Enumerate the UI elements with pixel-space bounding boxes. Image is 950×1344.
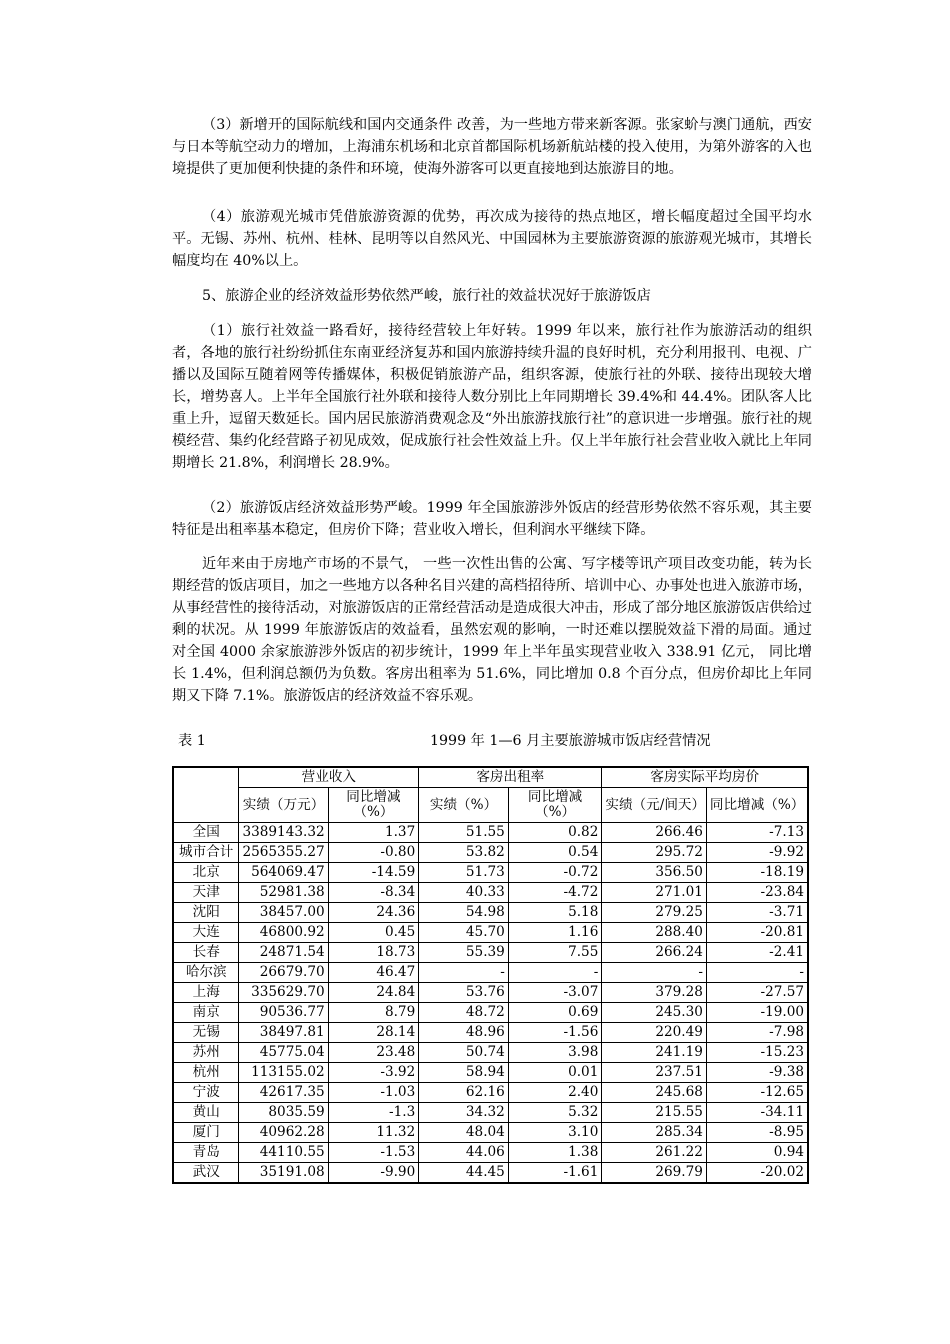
revenue-change-cell: -1.53 bbox=[328, 1143, 419, 1163]
table-row bbox=[173, 843, 808, 863]
rate-actual-cell: 215.55 bbox=[602, 1103, 707, 1123]
revenue-change-cell: -1.3 bbox=[328, 1103, 419, 1123]
table-row bbox=[173, 1063, 808, 1083]
occupancy-actual-cell: 54.98 bbox=[419, 903, 509, 923]
rate-actual-cell: 261.22 bbox=[602, 1143, 707, 1163]
table-caption bbox=[172, 730, 812, 752]
paragraph-travel-agencies: （1）旅行社效益一路看好，接待经营较上年好转。1999 年以来，旅行社作为旅游活动的组织者，各地的旅行社纷纷抓住东南亚经济复苏和国内旅游持续升温的良好时机，充分利用报刊、电视、广播以及国际互随着网等传播媒体，积极促销旅游产品，组织客源，使旅行社的外联、接待出现较大增长，增势喜人。上半年全国旅行社外联和接待人数分别比上年同期增长 39.4%和 44.4%。团队客人比重上升，逗留天数延长。国内居民旅游消费观念及“外出旅游找旅行社”的意识进一步增强。旅行社的规模经营、集约化经营路子初见成效，促成旅行社会性效益上升。仅上半年旅行社会营业收入就比上年同期增长 21.8%，利润增长 28.9%。 bbox=[172, 323, 812, 471]
revenue-change-cell: -1.03 bbox=[328, 1083, 419, 1103]
rate-change-cell: -8.95 bbox=[706, 1123, 808, 1143]
table-row bbox=[173, 963, 808, 983]
revenue-actual-cell: 26679.70 bbox=[239, 963, 328, 983]
rate-change-cell: -3.71 bbox=[706, 903, 808, 923]
revenue-actual-cell: 45775.04 bbox=[239, 1043, 328, 1063]
revenue-actual-cell: 8035.59 bbox=[239, 1103, 328, 1123]
rate-change-cell: -7.98 bbox=[706, 1023, 808, 1043]
table-row bbox=[173, 863, 808, 883]
sub-header-occupancy-actual: 实绩（%） bbox=[419, 788, 509, 823]
table-sub-header-row bbox=[173, 788, 808, 823]
group-header-room-rate: 客房实际平均房价 bbox=[602, 767, 808, 788]
occupancy-change-cell: 7.55 bbox=[508, 943, 602, 963]
rate-change-cell: -20.02 bbox=[706, 1163, 808, 1184]
city-cell: 宁波 bbox=[173, 1083, 239, 1103]
occupancy-change-cell: 0.01 bbox=[508, 1063, 602, 1083]
occupancy-actual-cell: 58.94 bbox=[419, 1063, 509, 1083]
city-cell: 全国 bbox=[173, 823, 239, 843]
rate-actual-cell: 266.46 bbox=[602, 823, 707, 843]
occupancy-actual-cell: 48.04 bbox=[419, 1123, 509, 1143]
table-row bbox=[173, 1023, 808, 1043]
revenue-actual-cell: 335629.70 bbox=[239, 983, 328, 1003]
revenue-change-cell: -0.80 bbox=[328, 843, 419, 863]
rate-change-cell: -23.84 bbox=[706, 883, 808, 903]
rate-actual-cell: 279.25 bbox=[602, 903, 707, 923]
city-cell: 武汉 bbox=[173, 1163, 239, 1184]
rate-change-cell: -9.38 bbox=[706, 1063, 808, 1083]
revenue-actual-cell: 90536.77 bbox=[239, 1003, 328, 1023]
occupancy-change-cell: 0.82 bbox=[508, 823, 602, 843]
occupancy-actual-cell: 53.82 bbox=[419, 843, 509, 863]
revenue-actual-cell: 42617.35 bbox=[239, 1083, 328, 1103]
revenue-actual-cell: 40962.28 bbox=[239, 1123, 328, 1143]
revenue-actual-cell: 3389143.32 bbox=[239, 823, 328, 843]
table-row bbox=[173, 1083, 808, 1103]
rate-change-cell: -15.23 bbox=[706, 1043, 808, 1063]
revenue-actual-cell: 24871.54 bbox=[239, 943, 328, 963]
revenue-actual-cell: 38457.00 bbox=[239, 903, 328, 923]
city-cell: 哈尔滨 bbox=[173, 963, 239, 983]
table-row bbox=[173, 903, 808, 923]
city-cell: 无锡 bbox=[173, 1023, 239, 1043]
revenue-change-cell: -3.92 bbox=[328, 1063, 419, 1083]
city-cell: 厦门 bbox=[173, 1123, 239, 1143]
rate-change-cell: -20.81 bbox=[706, 923, 808, 943]
occupancy-change-cell: -1.56 bbox=[508, 1023, 602, 1043]
rate-actual-cell: 271.01 bbox=[602, 883, 707, 903]
revenue-actual-cell: 35191.08 bbox=[239, 1163, 328, 1184]
revenue-actual-cell: 52981.38 bbox=[239, 883, 328, 903]
revenue-change-cell: -14.59 bbox=[328, 863, 419, 883]
city-cell: 城市合计 bbox=[173, 843, 239, 863]
group-header-occupancy: 客房出租率 bbox=[419, 767, 602, 788]
table-row bbox=[173, 923, 808, 943]
rate-change-cell: 0.94 bbox=[706, 1143, 808, 1163]
city-cell: 沈阳 bbox=[173, 903, 239, 923]
occupancy-actual-cell: 40.33 bbox=[419, 883, 509, 903]
revenue-actual-cell: 113155.02 bbox=[239, 1063, 328, 1083]
revenue-change-cell: 0.45 bbox=[328, 923, 419, 943]
occupancy-actual-cell: 34.32 bbox=[419, 1103, 509, 1123]
occupancy-actual-cell: 51.73 bbox=[419, 863, 509, 883]
revenue-change-cell: -9.90 bbox=[328, 1163, 419, 1184]
occupancy-change-cell: 1.38 bbox=[508, 1143, 602, 1163]
occupancy-change-cell: 2.40 bbox=[508, 1083, 602, 1103]
rate-actual-cell: 266.24 bbox=[602, 943, 707, 963]
hotel-operations-table bbox=[172, 766, 809, 1184]
occupancy-actual-cell: 62.16 bbox=[419, 1083, 509, 1103]
occupancy-change-cell: -4.72 bbox=[508, 883, 602, 903]
rate-actual-cell: 237.51 bbox=[602, 1063, 707, 1083]
rate-change-cell: -12.65 bbox=[706, 1083, 808, 1103]
paragraph-hotels: （2）旅游饭店经济效益形势严峻。1999 年全国旅游涉外饭店的经营形势依然不容乐观，其主要特征是出租率基本稳定，但房价下降；营业收入增长，但利润水平继续下降。 bbox=[172, 500, 812, 538]
occupancy-actual-cell: 53.76 bbox=[419, 983, 509, 1003]
revenue-change-cell: 24.36 bbox=[328, 903, 419, 923]
occupancy-change-cell: 0.54 bbox=[508, 843, 602, 863]
revenue-actual-cell: 564069.47 bbox=[239, 863, 328, 883]
table-row bbox=[173, 943, 808, 963]
table-row bbox=[173, 983, 808, 1003]
city-cell: 黄山 bbox=[173, 1103, 239, 1123]
table-row bbox=[173, 1123, 808, 1143]
occupancy-change-cell: 1.16 bbox=[508, 923, 602, 943]
table-label: 表 1 bbox=[178, 733, 206, 749]
occupancy-actual-cell: 48.72 bbox=[419, 1003, 509, 1023]
revenue-actual-cell: 38497.81 bbox=[239, 1023, 328, 1043]
revenue-change-cell: 24.84 bbox=[328, 983, 419, 1003]
paragraph-sightseeing-cities: （4）旅游观光城市凭借旅游资源的优势，再次成为接待的热点地区，增长幅度超过全国平均水平。无锡、苏州、杭州、桂林、昆明等以自然风光、中国园林为主要旅游资源的旅游观光城市，其增长幅度均在 40%以上。 bbox=[172, 209, 812, 269]
table-row bbox=[173, 1103, 808, 1123]
table-row bbox=[173, 1163, 808, 1184]
rate-actual-cell: 245.30 bbox=[602, 1003, 707, 1023]
revenue-actual-cell: 46800.92 bbox=[239, 923, 328, 943]
occupancy-actual-cell: 45.70 bbox=[419, 923, 509, 943]
sub-header-occupancy-change: 同比增减（%） bbox=[508, 788, 602, 823]
city-cell: 南京 bbox=[173, 1003, 239, 1023]
occupancy-actual-cell: 48.96 bbox=[419, 1023, 509, 1043]
rate-actual-cell: 295.72 bbox=[602, 843, 707, 863]
rate-actual-cell: 285.34 bbox=[602, 1123, 707, 1143]
city-cell: 大连 bbox=[173, 923, 239, 943]
revenue-change-cell: 1.37 bbox=[328, 823, 419, 843]
paragraph-real-estate: 近年来由于房地产市场的不景气， 一些一次性出售的公寓、写字楼等讯产项目改变功能，转为长期经营的饭店项目，加之一些地方以各种名目兴建的高档招待所、培训中心、办事处也进入旅游市场，从事经营性的接待活动，对旅游饭店的正常经营活动是造成很大冲击，形成了部分地区旅游饭店供给过剩的状况。从 1999 年旅游饭店的效益看，虽然宏观的影响，一时还难以摆脱效益下滑的局面。通过对全国 4000 余家旅游涉外饭店的初步统计，1999 年上半年虽实现营业收入 338.91 亿元， 同比增长 1.4%，但利润总额仍为负数。客房出租率为 51.6%，同比增加 0.8 个百分点，但房价却比上年同期又下降 7.1%。旅游饭店的经济效益不容乐观。 bbox=[172, 556, 812, 704]
table-row bbox=[173, 1003, 808, 1023]
rate-actual-cell: 220.49 bbox=[602, 1023, 707, 1043]
sub-header-revenue-change: 同比增减（%） bbox=[328, 788, 419, 823]
city-cell: 上海 bbox=[173, 983, 239, 1003]
rate-actual-cell: 379.28 bbox=[602, 983, 707, 1003]
occupancy-actual-cell: - bbox=[419, 963, 509, 983]
revenue-change-cell: 8.79 bbox=[328, 1003, 419, 1023]
occupancy-change-cell: 5.32 bbox=[508, 1103, 602, 1123]
rate-change-cell: -18.19 bbox=[706, 863, 808, 883]
sub-header-revenue-actual: 实绩（万元） bbox=[239, 788, 328, 823]
rate-actual-cell: - bbox=[602, 963, 707, 983]
table-row bbox=[173, 1043, 808, 1063]
occupancy-actual-cell: 44.45 bbox=[419, 1163, 509, 1184]
sub-header-rate-change: 同比增减（%） bbox=[706, 788, 808, 823]
table-row bbox=[173, 1143, 808, 1163]
revenue-change-cell: 11.32 bbox=[328, 1123, 419, 1143]
occupancy-actual-cell: 44.06 bbox=[419, 1143, 509, 1163]
occupancy-change-cell: 3.10 bbox=[508, 1123, 602, 1143]
city-cell: 北京 bbox=[173, 863, 239, 883]
occupancy-change-cell: - bbox=[508, 963, 602, 983]
occupancy-actual-cell: 55.39 bbox=[419, 943, 509, 963]
occupancy-change-cell: 5.18 bbox=[508, 903, 602, 923]
revenue-change-cell: 23.48 bbox=[328, 1043, 419, 1063]
occupancy-actual-cell: 51.55 bbox=[419, 823, 509, 843]
city-cell: 杭州 bbox=[173, 1063, 239, 1083]
table-body bbox=[173, 823, 808, 1184]
rate-actual-cell: 245.68 bbox=[602, 1083, 707, 1103]
corner-cell bbox=[173, 767, 239, 823]
table-row bbox=[173, 823, 808, 843]
occupancy-change-cell: -1.61 bbox=[508, 1163, 602, 1184]
city-cell: 青岛 bbox=[173, 1143, 239, 1163]
sub-header-rate-actual: 实绩（元/间天） bbox=[602, 788, 707, 823]
rate-actual-cell: 356.50 bbox=[602, 863, 707, 883]
occupancy-change-cell: 3.98 bbox=[508, 1043, 602, 1063]
rate-change-cell: - bbox=[706, 963, 808, 983]
table-title: 1999 年 1—6 月主要旅游城市饭店经营情况 bbox=[430, 733, 711, 749]
city-cell: 长春 bbox=[173, 943, 239, 963]
table-row bbox=[173, 883, 808, 903]
occupancy-actual-cell: 50.74 bbox=[419, 1043, 509, 1063]
revenue-change-cell: 46.47 bbox=[328, 963, 419, 983]
rate-change-cell: -34.11 bbox=[706, 1103, 808, 1123]
group-header-revenue: 营业收入 bbox=[239, 767, 419, 788]
rate-actual-cell: 288.40 bbox=[602, 923, 707, 943]
revenue-actual-cell: 2565355.27 bbox=[239, 843, 328, 863]
rate-actual-cell: 241.19 bbox=[602, 1043, 707, 1063]
rate-change-cell: -2.41 bbox=[706, 943, 808, 963]
table-group-header-row bbox=[173, 767, 808, 788]
rate-actual-cell: 269.79 bbox=[602, 1163, 707, 1184]
rate-change-cell: -27.57 bbox=[706, 983, 808, 1003]
revenue-change-cell: 28.14 bbox=[328, 1023, 419, 1043]
revenue-change-cell: -8.34 bbox=[328, 883, 419, 903]
revenue-actual-cell: 44110.55 bbox=[239, 1143, 328, 1163]
occupancy-change-cell: 0.69 bbox=[508, 1003, 602, 1023]
rate-change-cell: -19.00 bbox=[706, 1003, 808, 1023]
revenue-change-cell: 18.73 bbox=[328, 943, 419, 963]
occupancy-change-cell: -3.07 bbox=[508, 983, 602, 1003]
occupancy-change-cell: -0.72 bbox=[508, 863, 602, 883]
city-cell: 天津 bbox=[173, 883, 239, 903]
rate-change-cell: -9.92 bbox=[706, 843, 808, 863]
paragraph-new-routes: （3）新增开的国际航线和国内交通条件 改善，为一些地方带来新客源。张家蚧与澳门通航，西安与日本等航空动力的增加，上海浦东机场和北京首都国际机场新航站楼的投入使用，为第外游客的入也境提供了更加便利快捷的条件和环境，使海外游客可以更直接地到达旅游目的地。 bbox=[172, 117, 812, 177]
rate-change-cell: -7.13 bbox=[706, 823, 808, 843]
section-heading-5: 5、旅游企业的经济效益形势依然严峻，旅行社的效益状况好于旅游饭店 bbox=[202, 288, 651, 304]
city-cell: 苏州 bbox=[173, 1043, 239, 1063]
